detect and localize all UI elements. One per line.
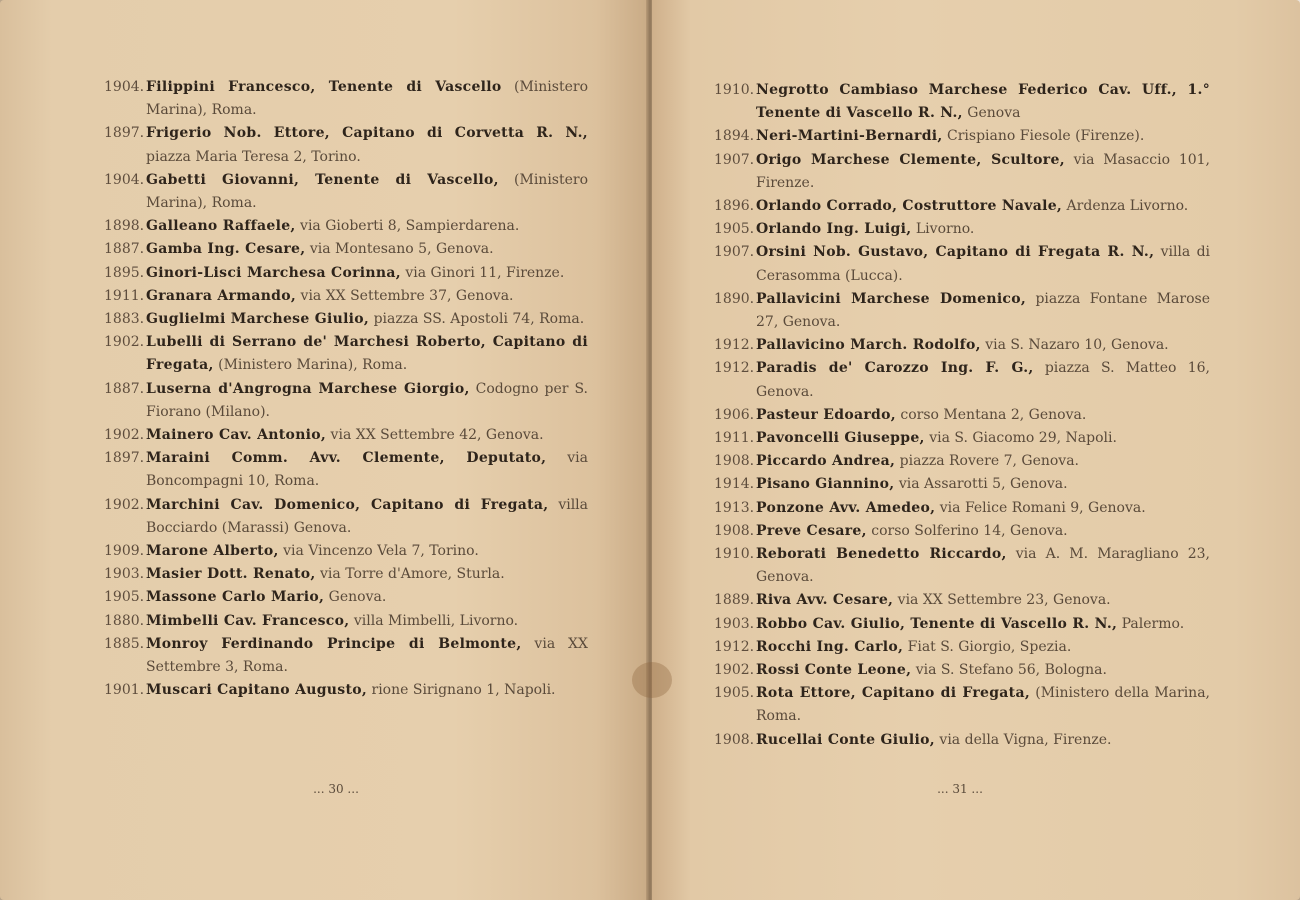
entry-year: 1908.: [714, 731, 755, 748]
entry-address: via XX Settembre 37, Genova.: [296, 287, 514, 304]
entry-address: via Assarotti 5, Genova.: [894, 476, 1068, 493]
entry-address: Genova.: [324, 589, 387, 606]
entry-name: Robbo Cav. Giulio, Tenente di Vascello R. N.,: [756, 615, 1118, 632]
entry-year: 1910.: [714, 546, 755, 563]
entry-name: Lubelli di Serrano de' Marchesi Roberto, Capitano di Fregata,: [146, 334, 588, 374]
entry-year: 1887.: [104, 241, 145, 258]
member-entry: [714, 79, 1210, 125]
member-entry: [714, 636, 1210, 659]
entry-year: 1901.: [104, 682, 145, 699]
member-entry: [714, 589, 1210, 612]
entry-year: 1902.: [714, 662, 755, 679]
member-entry: [714, 218, 1210, 241]
entry-address: corso Solferino 14, Genova.: [866, 522, 1068, 539]
entry-year: 1898.: [104, 218, 145, 235]
member-entry: [714, 682, 1210, 728]
member-entry: [104, 215, 588, 238]
entry-year: 1887.: [104, 380, 145, 397]
entry-year: 1902.: [104, 427, 145, 444]
entry-name: Galleano Raffaele,: [146, 218, 296, 235]
member-entry: [714, 520, 1210, 543]
entry-year: 1910.: [714, 82, 755, 98]
entry-name: Gamba Ing. Cesare,: [146, 241, 306, 258]
entry-address: corso Mentana 2, Genova.: [895, 406, 1087, 423]
member-entry: [104, 76, 588, 122]
entry-year: 1885.: [104, 635, 145, 652]
member-entry: [714, 543, 1210, 589]
entry-year: 1905.: [714, 685, 755, 702]
entry-address: (Ministero Marina), Roma.: [213, 357, 408, 374]
entry-year: 1895.: [104, 264, 145, 281]
member-entry: [104, 262, 588, 285]
member-entry: [714, 149, 1210, 195]
member-entry: [104, 679, 588, 702]
entry-year: 1897.: [104, 125, 145, 142]
member-entry: [104, 285, 588, 308]
left-member-list: [104, 76, 588, 702]
entry-address: via Gioberti 8, Sampierdarena.: [295, 218, 520, 235]
entry-year: 1905.: [714, 221, 755, 238]
entry-address: Crispiano Fiesole (Firenze).: [942, 128, 1145, 145]
entry-year: 1906.: [714, 406, 755, 423]
entry-year: 1913.: [714, 499, 755, 516]
entry-year: 1883.: [104, 311, 145, 328]
entry-address: via XX Settembre 42, Genova.: [326, 427, 544, 444]
entry-year: 1903.: [714, 615, 755, 632]
member-entry: [104, 122, 588, 168]
entry-name: Riva Avv. Cesare,: [756, 592, 894, 609]
entry-name: Frigerio Nob. Ettore, Capitano di Corvetta R. N.,: [146, 125, 588, 142]
entry-address: (Ministero della Marina, Roma.: [756, 685, 1210, 725]
entry-year: 1912.: [714, 638, 755, 655]
entry-name: Neri-Martini-Bernardi,: [756, 128, 943, 145]
entry-name: Pavoncelli Giuseppe,: [756, 430, 925, 447]
member-entry: [714, 125, 1210, 148]
entry-name: Pisano Giannino,: [756, 476, 895, 493]
entry-name: Massone Carlo Mario,: [146, 589, 325, 606]
entry-address: piazza Rovere 7, Genova.: [895, 453, 1080, 470]
member-entry: [714, 427, 1210, 450]
member-entry: [104, 331, 588, 377]
entry-year: 1897.: [104, 450, 145, 467]
entry-name: Monroy Ferdinando Principe di Belmonte,: [146, 635, 522, 652]
entry-name: Filippini Francesco, Tenente di Vascello: [146, 79, 502, 95]
page-number-left: ... 30 ...: [313, 782, 359, 796]
entry-name: Mainero Cav. Antonio,: [146, 427, 327, 444]
entry-address: piazza S. Matteo 16, Genova.: [756, 360, 1210, 400]
page-number-right: ... 31 ...: [937, 782, 983, 796]
entry-address: via Montesano 5, Genova.: [305, 241, 494, 258]
member-entry: [104, 494, 588, 540]
member-entry: [714, 241, 1210, 287]
entry-address: piazza SS. Apostoli 74, Roma.: [369, 311, 585, 328]
member-entry: [104, 586, 588, 609]
member-entry: [714, 659, 1210, 682]
entry-name: Marone Alberto,: [146, 543, 279, 560]
entry-year: 1904.: [104, 171, 145, 188]
entry-name: Muscari Capitano Augusto,: [146, 682, 368, 699]
entry-name: Pallavicino March. Rodolfo,: [756, 337, 981, 354]
entry-year: 1912.: [714, 360, 755, 377]
entry-name: Ginori-Lisci Marchesa Corinna,: [146, 264, 401, 281]
entry-address: Livorno.: [911, 221, 975, 238]
entry-address: Fiat S. Giorgio, Spezia.: [903, 638, 1072, 655]
left-page: [0, 0, 648, 900]
entry-name: Negrotto Cambiaso Marchese Federico Cav. Uff., 1.° Tenente di Vascello R. N.,: [756, 82, 1210, 122]
entry-name: Orlando Ing. Luigi,: [756, 221, 912, 238]
entry-name: Mimbelli Cav. Francesco,: [146, 612, 350, 629]
entry-address: Codogno per S. Fiorano (Milano).: [146, 380, 588, 420]
member-entry: [104, 169, 588, 215]
entry-year: 1890.: [714, 290, 755, 307]
member-entry: [104, 540, 588, 563]
member-entry: [104, 633, 588, 679]
entry-year: 1896.: [714, 198, 755, 215]
member-entry: [714, 288, 1210, 334]
entry-address: via A. M. Maragliano 23, Genova.: [756, 546, 1211, 586]
entry-name: Luserna d'Angrogna Marchese Giorgio,: [146, 380, 470, 397]
entry-address: via S. Stefano 56, Bologna.: [911, 662, 1107, 679]
entry-year: 1880.: [104, 612, 145, 629]
entry-name: Rota Ettore, Capitano di Fregata,: [756, 685, 1030, 702]
entry-address: rione Sirignano 1, Napoli.: [367, 682, 556, 699]
member-entry: [714, 450, 1210, 473]
right-member-list: [714, 79, 1210, 752]
entry-address: villa Mimbelli, Livorno.: [349, 612, 519, 629]
member-entry: [104, 308, 588, 331]
entry-address: via Felice Romani 9, Genova.: [935, 499, 1146, 516]
entry-year: 1902.: [104, 334, 145, 351]
member-entry: [104, 378, 588, 424]
entry-year: 1904.: [104, 79, 145, 95]
member-entry: [714, 404, 1210, 427]
member-entry: [714, 613, 1210, 636]
member-entry: [104, 610, 588, 633]
member-entry: [104, 238, 588, 261]
entry-address: piazza Maria Teresa 2, Torino.: [146, 148, 361, 165]
entry-address: via Masaccio 101, Firenze.: [756, 151, 1211, 191]
paper-stain: [632, 662, 672, 698]
entry-address: via Boncompagni 10, Roma.: [146, 450, 588, 490]
entry-address: villa di Cerasomma (Lucca).: [756, 244, 1211, 284]
entry-year: 1911.: [104, 287, 145, 304]
entry-name: Preve Cesare,: [756, 522, 867, 539]
entry-address: via Ginori 11, Firenze.: [400, 264, 565, 281]
member-entry: [714, 334, 1210, 357]
entry-address: via XX Settembre 23, Genova.: [893, 592, 1111, 609]
entry-name: Orlando Corrado, Costruttore Navale,: [756, 198, 1063, 215]
entry-address: Ardenza Livorno.: [1062, 198, 1189, 215]
member-entry: [714, 195, 1210, 218]
entry-name: Rucellai Conte Giulio,: [756, 731, 935, 748]
entry-name: Gabetti Giovanni, Tenente di Vascello,: [146, 171, 499, 188]
entry-year: 1909.: [104, 543, 145, 560]
entry-name: Origo Marchese Clemente, Scultore,: [756, 151, 1065, 168]
entry-address: Palermo.: [1117, 615, 1185, 632]
entry-name: Pasteur Edoardo,: [756, 406, 896, 423]
member-entry: [714, 357, 1210, 403]
member-entry: [104, 447, 588, 493]
entry-name: Reborati Benedetto Riccardo,: [756, 546, 1007, 563]
entry-address: via S. Giacomo 29, Napoli.: [924, 430, 1117, 447]
entry-address: via XX Settembre 3, Roma.: [146, 635, 588, 676]
entry-address: villa Bocciardo (Marassi) Genova.: [146, 496, 589, 536]
entry-address: piazza Fontane Marose 27, Genova.: [756, 290, 1210, 331]
member-entry: [104, 563, 588, 586]
member-entry: [714, 729, 1210, 752]
entry-address: (Ministero Marina), Roma.: [146, 79, 588, 119]
entry-year: 1911.: [714, 430, 755, 447]
entry-year: 1907.: [714, 151, 755, 168]
entry-address: via della Vigna, Firenze.: [934, 731, 1112, 748]
entry-year: 1908.: [714, 453, 755, 470]
entry-year: 1902.: [104, 496, 145, 513]
entry-name: Marchini Cav. Domenico, Capitano di Fregata,: [146, 496, 549, 513]
entry-address: via Vincenzo Vela 7, Torino.: [278, 543, 479, 560]
entry-address: (Ministero Marina), Roma.: [146, 171, 589, 212]
entry-year: 1907.: [714, 244, 755, 261]
entry-address: Genova: [962, 105, 1021, 122]
entry-name: Pallavicini Marchese Domenico,: [756, 290, 1027, 307]
entry-year: 1908.: [714, 522, 755, 539]
right-page: [652, 0, 1300, 900]
entry-name: Maraini Comm. Avv. Clemente, Deputato,: [146, 450, 547, 467]
entry-year: 1903.: [104, 566, 145, 583]
entry-year: 1914.: [714, 476, 755, 493]
entry-year: 1894.: [714, 128, 755, 145]
entry-year: 1905.: [104, 589, 145, 606]
entry-year: 1912.: [714, 337, 755, 354]
entry-address: via S. Nazaro 10, Genova.: [980, 337, 1169, 354]
entry-name: Paradis de' Carozzo Ing. F. G.,: [756, 360, 1034, 377]
member-entry: [714, 497, 1210, 520]
entry-name: Ponzone Avv. Amedeo,: [756, 499, 936, 516]
entry-year: 1889.: [714, 592, 755, 609]
entry-name: Rossi Conte Leone,: [756, 662, 912, 679]
entry-name: Orsini Nob. Gustavo, Capitano di Fregata R. N.,: [756, 244, 1155, 261]
entry-address: via Torre d'Amore, Sturla.: [315, 566, 505, 583]
entry-name: Masier Dott. Renato,: [146, 566, 316, 583]
member-entry: [714, 473, 1210, 496]
entry-name: Rocchi Ing. Carlo,: [756, 638, 904, 655]
entry-name: Guglielmi Marchese Giulio,: [146, 311, 370, 328]
entry-name: Piccardo Andrea,: [756, 453, 896, 470]
member-entry: [104, 424, 588, 447]
entry-name: Granara Armando,: [146, 287, 297, 304]
